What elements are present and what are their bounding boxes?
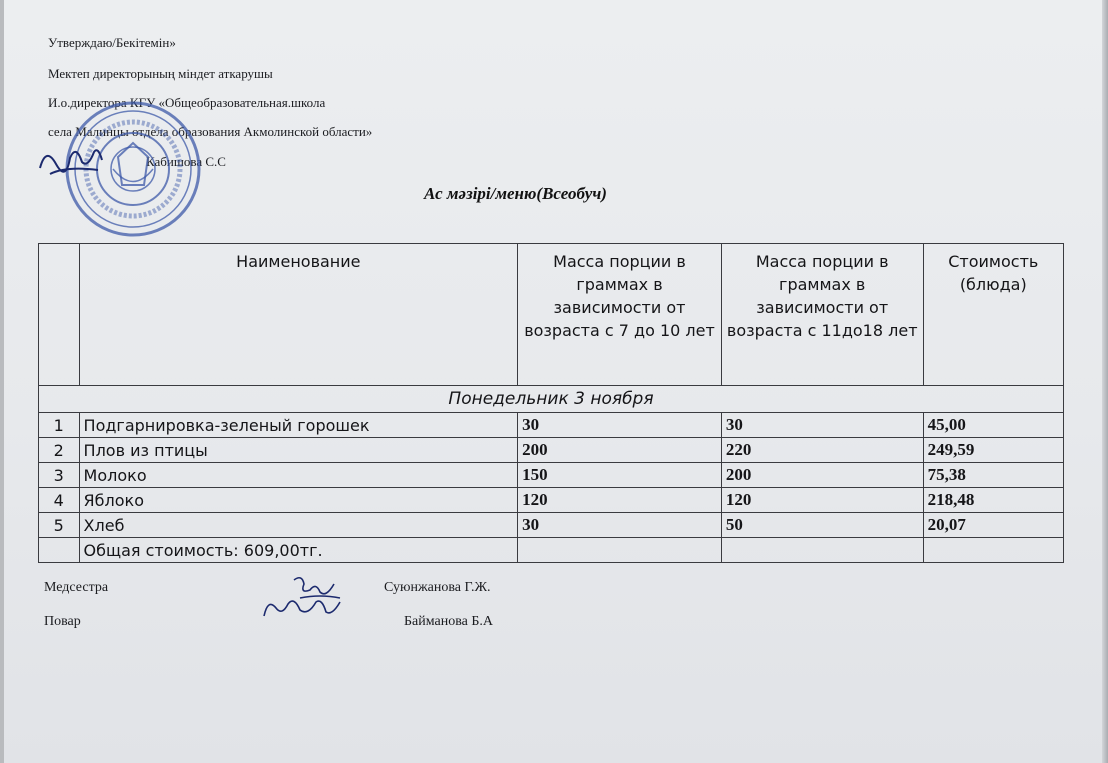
mass-7-10: 200 [518,438,722,463]
dish-name: Хлеб [79,513,518,538]
column-header-number [39,244,80,386]
row-number: 2 [39,438,80,463]
row-number: 4 [39,488,80,513]
director-name: Кабишова С.С [146,154,226,169]
mass-11-18: 120 [721,488,923,513]
day-row [39,386,1064,413]
dish-cost: 75,38 [923,463,1063,488]
table-row [39,438,1064,463]
cook-name: Байманова Б.А [404,614,494,629]
total-cost: Общая стоимость: 609,00тг. [79,538,518,563]
director-signature [36,138,108,182]
page-edge-shadow [1102,0,1108,763]
mass-11-18: 50 [721,513,923,538]
mass-7-10: 30 [518,413,722,438]
dish-cost: 249,59 [923,438,1063,463]
mass-11-18: 220 [721,438,923,463]
acting-director-kz: Мектеп директорының міндет аткарушы [48,66,273,81]
nurse-name: Суюнжанова Г.Ж. [384,580,491,595]
total-empty-cell [39,538,80,563]
row-number: 5 [39,513,80,538]
table-row [39,513,1064,538]
dish-name: Плов из птицы [79,438,518,463]
dish-cost: 20,07 [923,513,1063,538]
menu-table [38,243,1064,563]
total-empty-cell [721,538,923,563]
row-number: 3 [39,463,80,488]
dish-name: Яблоко [79,488,518,513]
dish-cost: 45,00 [923,413,1063,438]
approval-line: Утверждаю/Бекітемін» [48,35,176,50]
mass-7-10: 120 [518,488,722,513]
total-empty-cell [923,538,1063,563]
total-empty-cell [518,538,722,563]
mass-7-10: 150 [518,463,722,488]
acting-director-ru: И.о.директора КГУ «Общеобразовательная.школа [48,95,326,110]
day-label: Понедельник 3 ноября [39,386,1064,413]
mass-7-10: 30 [518,513,722,538]
table-header-row [39,244,1064,386]
dish-name: Молоко [79,463,518,488]
table-row [39,413,1064,438]
dish-name: Подгарнировка-зеленый горошек [79,413,518,438]
column-header-mass-11-18: Масса порции в граммах в зависимости от возраста с 11до18 лет [721,244,923,386]
table-row [39,463,1064,488]
mass-11-18: 200 [721,463,923,488]
nurse-label: Медсестра [44,580,109,595]
row-number: 1 [39,413,80,438]
column-header-name: Наименование [79,244,518,386]
table-row [39,488,1064,513]
mass-11-18: 30 [721,413,923,438]
menu-title: Ас мәзірі/меню(Всеобуч) [424,184,607,203]
column-header-mass-7-10: Масса порции в граммах в зависимости от возраста с 7 до 10 лет [518,244,722,386]
total-row [39,538,1064,563]
column-header-cost: Стоимость (блюда) [923,244,1063,386]
dish-cost: 218,48 [923,488,1063,513]
staff-signatures [260,572,360,622]
cook-label: Повар [44,614,81,629]
school-location: села Малинцы отдела образования Акмолинской области» [48,124,373,139]
